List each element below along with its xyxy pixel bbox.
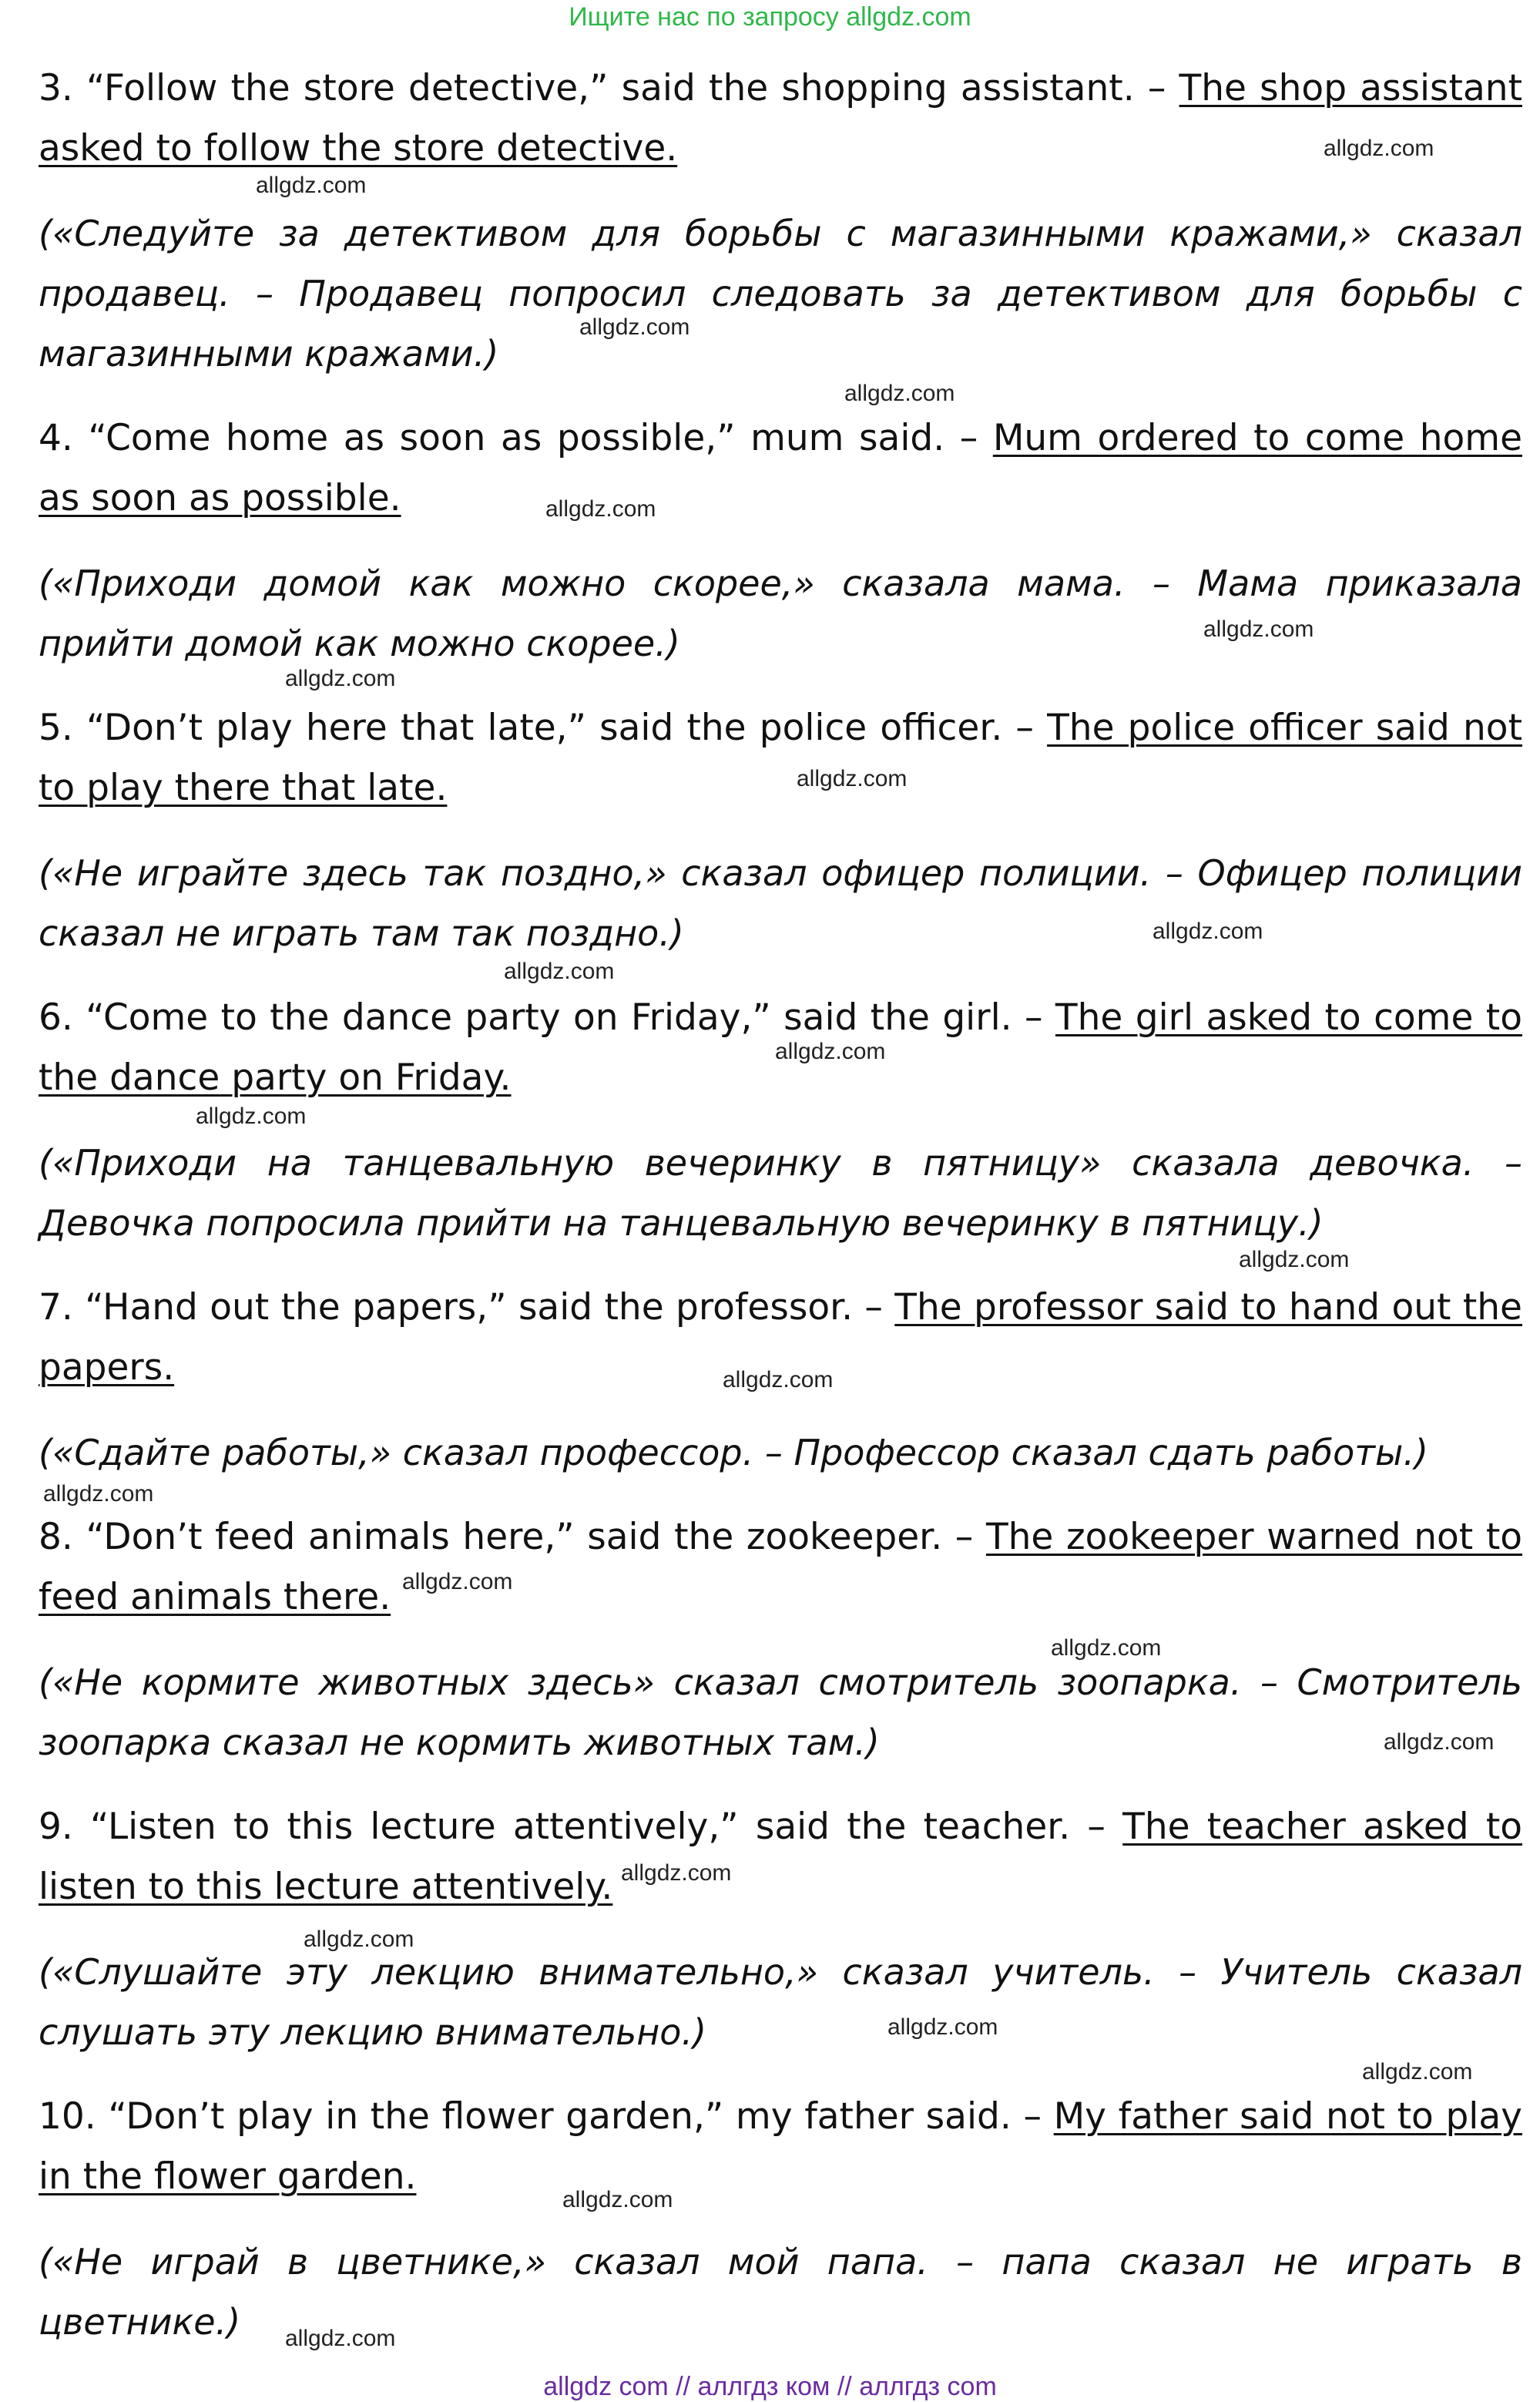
- answer-text: The teacher asked to listen to this lecture attentively.: [39, 1806, 1522, 1908]
- watermark: allgdz.com: [545, 496, 656, 522]
- answer-text: The girl asked to come to the dance party on Friday.: [39, 996, 1522, 1099]
- exercise-content: [39, 59, 1522, 2352]
- question-text: 9. “Listen to this lecture attentively,” said the teacher. –: [39, 1806, 1123, 1848]
- watermark: allgdz.com: [844, 381, 955, 406]
- watermark: allgdz.com: [1362, 2059, 1473, 2085]
- watermark: allgdz.com: [256, 173, 367, 198]
- question-text: 8. “Don’t feed animals here,” said the zookeeper. –: [39, 1516, 986, 1558]
- watermark: allgdz.com: [285, 2326, 396, 2351]
- watermark: allgdz.com: [797, 766, 908, 791]
- watermark: allgdz.com: [723, 1367, 834, 1392]
- watermark: allgdz.com: [1051, 1635, 1162, 1661]
- watermark: allgdz.com: [43, 1481, 154, 1507]
- answer-text: My father said not to play in the flower garden.: [39, 2095, 1522, 2198]
- translation-text: («Приходи домой как можно скорее,» сказала мама. – Мама приказала прийти домой как можно скорее.): [39, 563, 1522, 664]
- translation-text: («Сдайте работы,» сказал профессор. – Профессор сказал сдать работы.): [39, 1432, 1428, 1473]
- watermark: allgdz.com: [1203, 616, 1314, 642]
- question-line: [39, 59, 1522, 179]
- question-text: 7. “Hand out the papers,” said the professor. –: [39, 1286, 895, 1329]
- watermark: allgdz.com: [1384, 1729, 1495, 1755]
- watermark: allgdz.com: [504, 959, 615, 984]
- watermark: allgdz.com: [775, 1039, 886, 1064]
- translation-text: («Следуйте за детективом для борьбы с магазинными кражами,» сказал продавец. – Продавец попросил следовать за детективом для борьбы с магазинными кражами.): [39, 213, 1522, 375]
- question-text: 10. “Don’t play in the flower garden,” my father said. –: [39, 2095, 1054, 2138]
- watermark: allgdz.com: [196, 1104, 307, 1129]
- question-text: 5. “Don’t play here that late,” said the police officer. –: [39, 707, 1048, 749]
- watermark: allgdz.com: [887, 2014, 998, 2040]
- question-line: [39, 408, 1522, 529]
- question-text: 4. “Come home as soon as possible,” mum said. –: [39, 417, 993, 459]
- translation-text: («Не играй в цветнике,» сказал мой папа. – папа сказал не играть в цветнике.): [39, 2241, 1522, 2343]
- top-banner: Ищите нас по запросу allgdz.com: [569, 2, 971, 32]
- question-line: [39, 1797, 1522, 1917]
- watermark: allgdz.com: [562, 2187, 673, 2212]
- translation-text: («Не играйте здесь так поздно,» сказал офицер полиции. – Офицер полиции сказал не играть там так поздно.): [39, 852, 1522, 954]
- watermark: allgdz.com: [1152, 919, 1263, 944]
- exercise-item-8: [39, 1483, 1522, 1772]
- translation-text: («Не кормите животных здесь» сказал смотритель зоопарка. – Смотритель зоопарка сказал не кормить животных там.): [39, 1661, 1522, 1763]
- watermark: allgdz.com: [1324, 136, 1434, 161]
- answer-text: The zookeeper warned not to feed animals there.: [39, 1516, 1522, 1618]
- watermark: allgdz.com: [304, 1927, 414, 1952]
- translation-text: («Приходи на танцевальную вечеринку в пятницу» сказала девочка. – Девочка попросила прийти на танцевальную вечеринку в пятницу.): [39, 1142, 1522, 1244]
- answer-text: The police officer said not to play there that late.: [39, 707, 1522, 809]
- question-line: [39, 2087, 1522, 2207]
- exercise-item-3: [39, 59, 1522, 384]
- answer-text: The shop assistant asked to follow the store detective.: [39, 67, 1522, 170]
- translation-text: («Слушайте эту лекцию внимательно,» сказал учитель. – Учитель сказал слушать эту лекцию внимательно.): [39, 1951, 1522, 2053]
- exercise-item-10: [39, 2062, 1522, 2352]
- answer-text: Mum ordered to come home as soon as possible.: [39, 417, 1522, 519]
- watermark: allgdz.com: [621, 1860, 732, 1886]
- watermark: allgdz.com: [1239, 1247, 1350, 1272]
- watermark: allgdz.com: [579, 314, 690, 340]
- question-line: [39, 1507, 1522, 1628]
- exercise-item-5: [39, 674, 1522, 963]
- question-text: 6. “Come to the dance party on Friday,” said the girl. –: [39, 996, 1055, 1039]
- answer-text: The professor said to hand out the papers.: [39, 1286, 1522, 1389]
- footer-links: allgdz com // аллгдз ком // аллгдз com: [543, 2372, 997, 2401]
- watermark: allgdz.com: [402, 1569, 513, 1594]
- question-line: [39, 698, 1522, 818]
- exercise-item-9: [39, 1772, 1522, 2062]
- watermark: allgdz.com: [285, 666, 396, 691]
- question-text: 3. “Follow the store detective,” said the shopping assistant. –: [39, 67, 1179, 109]
